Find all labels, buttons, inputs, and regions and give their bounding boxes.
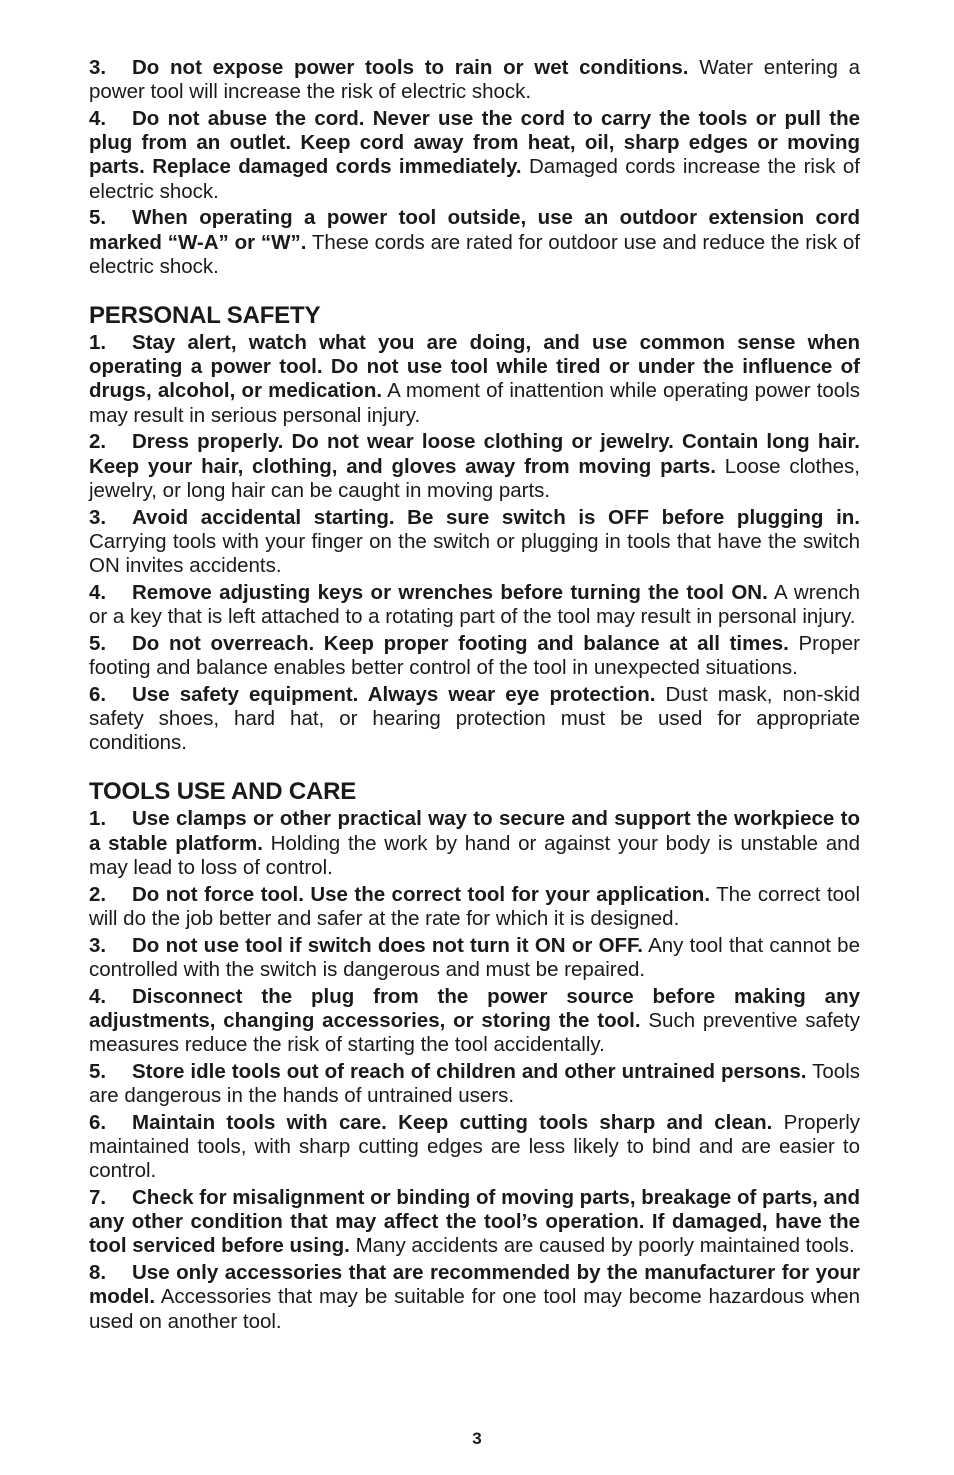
item-text: Carrying tools with your finger on the switch or plugging in tools that have the switch ON invites accidents.	[89, 529, 860, 578]
item-lead: Use only accessories that are recommended by the manufacturer for your model.	[89, 1261, 860, 1309]
list-item	[89, 807, 860, 880]
item-lead: Store idle tools out of reach of children and other untrained persons.	[132, 1059, 807, 1083]
list-item	[89, 331, 860, 428]
item-number: 4.	[89, 984, 107, 1008]
item-text: Many accidents are caused by poorly maintained tools.	[349, 1234, 855, 1258]
list-item	[89, 934, 860, 982]
item-number: 2.	[89, 882, 107, 906]
item-lead: Do not overreach. Keep proper footing and balance at all times.	[132, 631, 789, 655]
list-item	[89, 107, 860, 204]
item-text: A wrench or a key that is left attached to a rotating part of the tool may result in personal injury.	[89, 580, 860, 629]
item-number: 5.	[89, 1059, 107, 1083]
item-lead: Use safety equipment. Always wear eye protection.	[132, 682, 656, 706]
item-number: 1.	[89, 807, 107, 831]
item-number: 3.	[89, 505, 107, 529]
item-text: Holding the work by hand or against your body is unstable and may lead to loss of control.	[89, 831, 860, 879]
item-number: 3.	[89, 933, 107, 957]
item-lead: Do not use tool if switch does not turn it ON or OFF.	[132, 933, 643, 957]
item-number: 4.	[89, 580, 107, 604]
item-text: Loose clothes, jewelry, or long hair can be caught in moving parts.	[89, 454, 860, 502]
item-number: 5.	[89, 631, 107, 655]
item-text: These cords are rated for outdoor use and reduce the risk of electric shock.	[89, 230, 860, 278]
item-text: Properly maintained tools, with sharp cutting edges are less likely to bind and are easier to control.	[89, 1110, 860, 1183]
page-number: 3	[472, 1429, 482, 1448]
list-item	[89, 581, 860, 629]
item-number: 3.	[89, 56, 107, 79]
item-text: Such preventive safety measures reduce the risk of starting the tool accidentally.	[89, 1008, 860, 1057]
item-text: Tools are dangerous in the hands of untrained users.	[89, 1059, 860, 1108]
list-item	[89, 632, 860, 680]
item-lead: Disconnect the plug from the power source before making any adjustments, changing accessories, or storing the tool.	[89, 984, 860, 1032]
item-number: 8.	[89, 1261, 107, 1285]
item-lead: Dress properly. Do not wear loose clothing or jewelry. Contain long hair. Keep your hair, clothing, and gloves away from moving parts.	[89, 430, 860, 478]
item-lead: Remove adjusting keys or wrenches before turning the tool ON.	[132, 580, 768, 604]
list-item	[89, 206, 860, 279]
list-item	[89, 883, 860, 931]
item-lead: Do not expose power tools to rain or wet conditions.	[132, 56, 689, 79]
item-text: Any tool that cannot be controlled with the switch is dangerous and must be repaired.	[89, 933, 860, 981]
list-item	[89, 683, 860, 756]
item-number: 7.	[89, 1186, 107, 1210]
list-item	[89, 56, 860, 104]
item-text: Dust mask, non-skid safety shoes, hard hat, or hearing protection must be used for appropriate conditions.	[89, 682, 860, 755]
item-text: Water entering a power tool will increase the risk of electric shock.	[89, 56, 860, 104]
item-number: 5.	[89, 206, 107, 230]
item-lead: Stay alert, watch what you are doing, and use common sense when operating a power tool. Do not use tool while tired or under the influence of drugs, alcohol, or medication.	[89, 331, 860, 403]
item-lead: Check for misalignment or binding of moving parts, breakage of parts, and any other condition that may affect the tool’s operation. If damaged, have the tool serviced before using.	[89, 1186, 860, 1258]
item-lead: Avoid accidental starting. Be sure switch is OFF before plugging in.	[132, 505, 860, 529]
item-number: 6.	[89, 1110, 107, 1134]
tools-use-and-care-section	[89, 777, 860, 1333]
list-item	[89, 1060, 860, 1108]
item-lead: Do not abuse the cord. Never use the cord to carry the tools or pull the plug from an outlet. Keep cord away from heat, oil, sharp edges or moving parts. Replace damaged cords immediately.	[89, 107, 860, 179]
item-text: Accessories that may be suitable for one tool may become hazardous when used on another tool.	[89, 1285, 860, 1333]
item-number: 4.	[89, 107, 107, 130]
item-lead: When operating a power tool outside, use an outdoor extension cord marked “W-A” or “W”.	[89, 206, 860, 254]
section-heading: TOOLS USE AND CARE	[89, 778, 357, 806]
list-item	[89, 1261, 860, 1334]
item-number: 6.	[89, 682, 107, 706]
list-item	[89, 1111, 860, 1184]
section-heading: PERSONAL SAFETY	[89, 302, 321, 330]
item-text: Proper footing and balance enables better control of the tool in unexpected situations.	[89, 631, 860, 680]
list-item	[89, 985, 860, 1058]
item-text: Damaged cords increase the risk of electric shock.	[89, 155, 860, 203]
item-number: 1.	[89, 331, 107, 355]
item-text: A moment of inattention while operating power tools may result in serious personal injury.	[89, 379, 860, 427]
item-lead: Use clamps or other practical way to secure and support the workpiece to a stable platform.	[89, 807, 860, 855]
item-lead: Do not force tool. Use the correct tool for your application.	[132, 882, 711, 906]
document-page	[89, 56, 860, 1336]
list-item	[89, 506, 860, 579]
personal-safety-section	[89, 301, 860, 755]
list-item	[89, 430, 860, 503]
list-item	[89, 1186, 860, 1259]
item-number: 2.	[89, 430, 107, 454]
item-text: The correct tool will do the job better and safer at the rate for which it is designed.	[89, 882, 860, 930]
item-lead: Maintain tools with care. Keep cutting tools sharp and clean.	[132, 1110, 773, 1134]
electrical-safety-continued	[89, 56, 860, 279]
